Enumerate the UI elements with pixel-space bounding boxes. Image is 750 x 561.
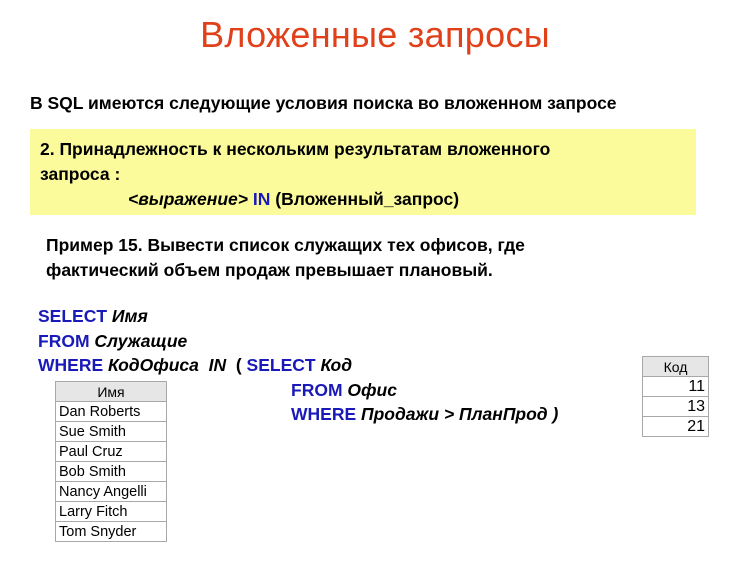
names-table-header: Имя: [56, 382, 167, 402]
condition-line-2: запроса :: [40, 164, 121, 184]
table-row: [643, 397, 709, 417]
table-cell: Bob Smith: [56, 462, 167, 482]
table-row: [56, 462, 167, 482]
slide-title: Вложенные запросы: [200, 14, 550, 55]
table-row: [56, 442, 167, 462]
codes-table-header: Код: [643, 357, 709, 377]
example-text: [46, 233, 525, 283]
table-row: [56, 502, 167, 522]
sql-from-line: [38, 329, 352, 354]
condition-box: [30, 129, 696, 215]
sql-from-keyword: FROM: [38, 330, 90, 351]
sql-from-table: Служащие: [94, 330, 188, 351]
table-cell: Larry Fitch: [56, 502, 167, 522]
table-row: [56, 482, 167, 502]
sql-paren-open: (: [235, 355, 242, 375]
table-cell: Paul Cruz: [56, 442, 167, 462]
table-row: [643, 377, 709, 397]
table-cell: Sue Smith: [56, 422, 167, 442]
sql-select-column: Имя: [111, 306, 148, 326]
example-line-2: фактический объем продаж превышает плановый.: [46, 260, 493, 280]
condition-subquery: (Вложенный_запрос): [275, 189, 460, 209]
codes-result-table: [642, 356, 709, 437]
names-result-table: [55, 381, 167, 542]
table-cell: 11: [643, 377, 709, 397]
table-cell: 13: [643, 397, 709, 417]
sql-select-line: [38, 304, 352, 329]
sql-sub-select-keyword: SELECT: [246, 355, 316, 375]
intro-text: В SQL имеются следующие условия поиска во вложенном запросе: [30, 93, 617, 113]
sql-sub-where-condition: Продажи > ПланПрод ): [361, 404, 559, 424]
sql-where-line: [38, 353, 352, 378]
sql-in-keyword: IN: [208, 355, 227, 375]
condition-in-keyword: IN: [252, 189, 271, 209]
sql-where-keyword: WHERE: [38, 355, 104, 375]
condition-syntax: [40, 187, 686, 212]
sql-sub-select-column: Код: [320, 355, 353, 375]
table-row: [56, 422, 167, 442]
table-row: [643, 417, 709, 437]
condition-line-1: 2. Принадлежность к нескольким результатам вложенного: [40, 139, 551, 159]
condition-expression: <выражение>: [128, 189, 248, 209]
table-row: [56, 402, 167, 422]
table-cell: Nancy Angelli: [56, 482, 167, 502]
table-row: [56, 522, 167, 542]
table-cell: Tom Snyder: [56, 522, 167, 542]
sql-where-column: КодОфиса: [108, 355, 199, 375]
table-cell: 21: [643, 417, 709, 437]
example-line-1: Пример 15. Вывести список служащих тех офисов, где: [46, 235, 525, 255]
sql-sub-where-keyword: WHERE: [291, 404, 357, 424]
sql-select-keyword: SELECT: [38, 306, 108, 326]
sql-sub-from-table: Офис: [347, 379, 397, 400]
sql-sub-from-keyword: FROM: [291, 379, 343, 400]
table-cell: Dan Roberts: [56, 402, 167, 422]
